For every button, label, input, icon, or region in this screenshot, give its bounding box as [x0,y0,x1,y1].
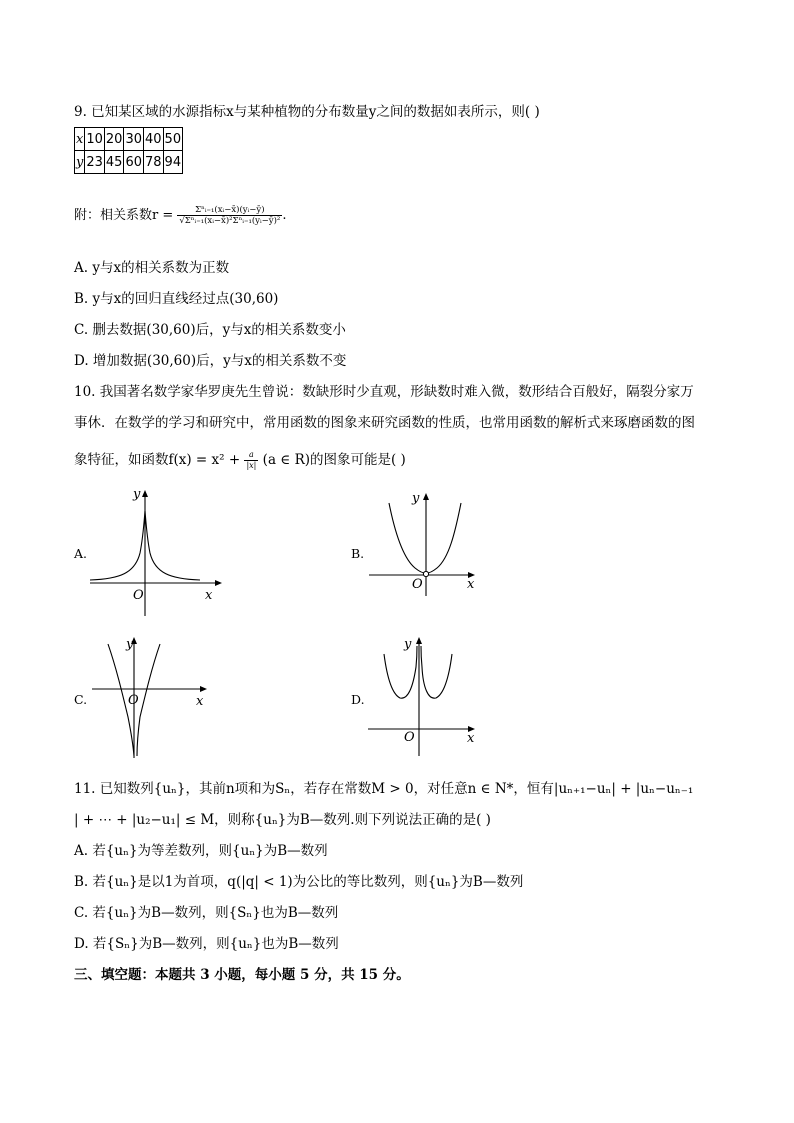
q10-option-b-label: B. [351,546,365,561]
table-cell: 30 [124,128,144,151]
q11-option-b: B. 若{uₙ}是以1为首项，q(|q| < 1)为公比的等比数列，则{uₙ}为B—数列 [74,874,524,890]
q10-stem-line2: 事休．在数学的学习和研究中，常用函数的图象来研究函数的性质，也常用函数的解析式来琢磨函数的图 [74,415,695,431]
table-cell: y [75,151,85,174]
q11-option-a: A. 若{uₙ}为等差数列，则{uₙ}为B—数列 [74,843,328,859]
q9-option-a: A. y与x的相关系数为正数 [74,260,230,276]
origin-label: O [133,588,144,603]
q10-stem-line3 [74,450,406,471]
q9-option-c: C. 删去数据(30,60)后，y与x的相关系数变小 [74,322,346,338]
axis-x-label: x [205,588,213,603]
q9-option-b: B. y与x的回归直线经过点(30,60) [74,291,279,307]
q11-stem-line2: | + ⋯ + |u₂−u₁| ≤ M，则称{uₙ}为B—数列.则下列说法正确的是( ) [74,812,491,828]
origin-label: O [412,577,423,592]
table-cell: 78 [144,151,164,174]
table-row [75,151,183,174]
q10-fraction-denominator: |x| [246,461,257,470]
q9-note-prefix: 附：相关系数r = [74,208,174,223]
q11-option-d: D. 若{Sₙ}为B—数列，则{uₙ}也为B—数列 [74,936,339,952]
table-cell: 45 [104,151,124,174]
q9-correlation-formula [177,205,282,226]
q10-function-prefix: 象特征，如函数f(x) = x² + [74,452,241,468]
q10-stem-line1: 10. 我国著名数学家华罗庚先生曾说：数缺形时少直观，形缺数时难入微，数形结合百般好，隔裂分家万 [74,384,694,400]
q9-correlation-note: 附：相关系数r = $\frac{\text{Σⁿᵢ₌₁(xᵢ−x̄)(yᵢ−ȳ)}}{\text{√Σⁿᵢ₌₁(xᵢ−x̄)²Σⁿᵢ₌₁(yᵢ−ȳ)²}}$ . [74,205,287,226]
section-3-heading: 三、填空题：本题共 3 小题，每小题 5 分，共 15 分。 [74,967,410,983]
table-cell: x [75,128,85,151]
q9-formula-denominator: √Σⁿᵢ₌₁(xᵢ−x̄)²Σⁿᵢ₌₁(yᵢ−ȳ)² [179,216,281,226]
q9-option-d: D. 增加数据(30,60)后，y与x的相关系数不变 [74,353,347,369]
q10-graph-d [364,632,484,760]
table-cell: 94 [163,151,183,174]
q9-formula-numerator: Σⁿᵢ₌₁(xᵢ−x̄)(yᵢ−ȳ) [177,205,282,216]
axis-y-label: y [412,491,420,506]
q10-graph-a [85,483,225,618]
q9-stem: 9. 已知某区域的水源指标x与某种植物的分布数量y之间的数据如表所示，则( ) [74,104,540,120]
table-cell: 40 [144,128,164,151]
table-cell: 50 [163,128,183,151]
q10-option-a-label: A. [74,546,88,561]
axis-y-label: y [133,487,141,502]
axis-y-label: y [126,637,134,652]
q10-option-c-label: C. [74,692,88,707]
q10-graph-b [365,488,485,600]
table-cell: 10 [85,128,105,151]
q10-fraction-numerator: a [244,450,258,461]
origin-label: O [128,693,139,708]
table-cell: 60 [124,151,144,174]
q10-option-d-label: D. [351,692,365,707]
table-row [75,128,183,151]
q11-stem-line1: 11. 已知数列{uₙ}，其前n项和为Sₙ，若存在常数M > 0，对任意n ∈ N*，恒有|uₙ₊₁−uₙ| + |uₙ−uₙ₋₁ [74,781,694,797]
q11-option-c: C. 若{uₙ}为B—数列，则{Sₙ}也为B—数列 [74,905,339,921]
q10-function-suffix: (a ∈ R)的图象可能是( ) [262,452,406,468]
axis-x-label: x [467,731,475,746]
axis-y-label: y [404,637,412,652]
origin-label: O [404,730,415,745]
axis-x-label: x [196,694,204,709]
q10-fraction [244,450,258,471]
q10-graph-c [88,632,218,760]
table-cell: 20 [104,128,124,151]
q9-data-table [74,127,183,174]
table-cell: 23 [85,151,105,174]
axis-x-label: x [467,577,475,592]
